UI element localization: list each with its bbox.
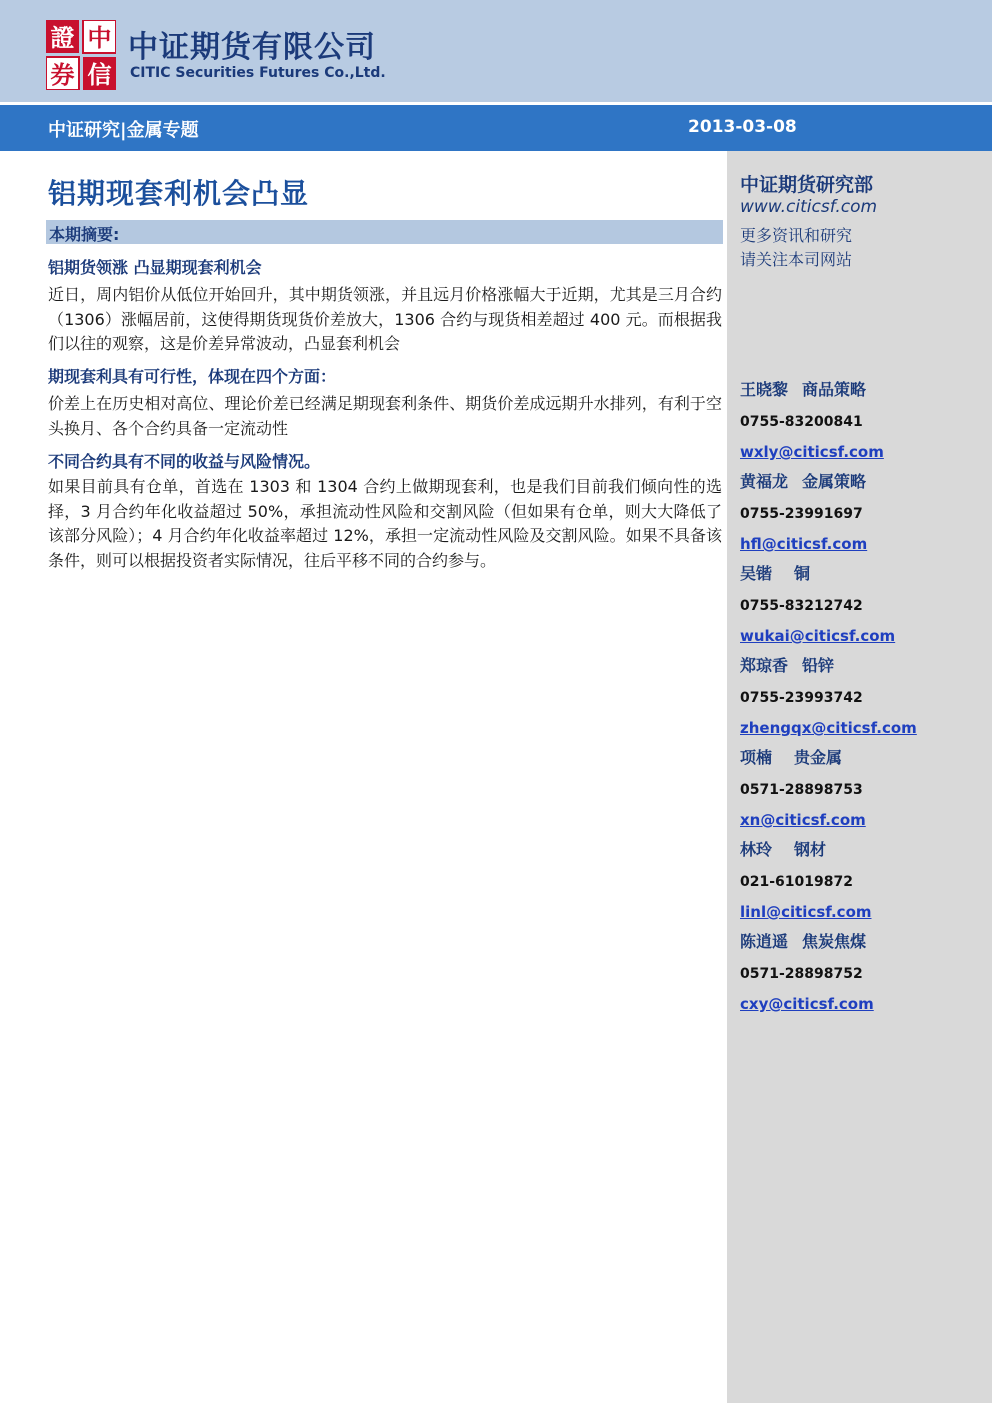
contact-card [740, 653, 980, 745]
analyst-name: 郑琼香 [740, 656, 789, 675]
logo-char-3: 券 [50, 61, 75, 89]
analyst-name: 陈逍遥 [740, 932, 789, 951]
analyst-role: 金属策略 [802, 472, 867, 491]
analyst-phone: 021-61019872 [740, 874, 853, 890]
analyst-name: 项楠 [740, 748, 773, 767]
analyst-phone: 0571-28898753 [740, 782, 863, 798]
analyst-email-link[interactable]: zhengqx@citicsf.com [740, 719, 917, 737]
section-paragraph: 近日，周内铝价从低位开始回升，其中期货领涨，并且远月价格涨幅大于近期，尤其是三月合约（1306）涨幅居前，这使得期货现货价差放大，1306 合约与现货相差超过 400 元。而根据我们以往的观察，这是价差异常波动，凸显套利机会 [48, 285, 722, 353]
contact-card [740, 745, 980, 837]
analyst-role: 铅锌 [802, 656, 835, 675]
section-heading: 铝期货领涨 凸显期现套利机会 [48, 258, 262, 277]
website-link[interactable]: www.citicsf.com [740, 197, 878, 217]
company-name-en: CITIC Securities Futures Co.,Ltd. [130, 65, 386, 81]
analyst-role: 贵金属 [794, 748, 843, 767]
contact-card [740, 469, 980, 561]
citic-logo [46, 20, 116, 90]
summary-banner [46, 220, 723, 244]
section-paragraph: 如果目前具有仓单，首选在 1303 和 1304 合约上做期现套利，也是我们目前我们倾向性的选择，3 月合约年化收益超过 50%，承担流动性风险和交割风险（但如果有仓单，则大大降低了该部分风险）；4 月合约年化收益率超过 12%，承担一定流动性风险及交割风险。如果不具备该条件，则可以根据投资者实际情况，往后平移不同的合约参与。 [48, 477, 722, 570]
analyst-role: 钢材 [794, 840, 827, 859]
section-paragraph: 价差上在历史相对高位、理论价差已经满足期现套利条件、期货价差成远期升水排列，有利于空头换月、各个合约具备一定流动性 [48, 394, 722, 438]
contact-card [740, 377, 980, 469]
report-category: 中证研究|金属专题 [48, 120, 199, 141]
summary-label: 本期摘要: [49, 225, 120, 244]
report-title: 铝期现套利机会凸显 [48, 177, 310, 210]
analyst-name: 黄福龙 [740, 472, 789, 491]
more-info-text: 更多资讯和研究 [740, 226, 853, 245]
follow-text: 请关注本司网站 [740, 250, 853, 269]
research-dept: 中证期货研究部 [740, 174, 874, 196]
analyst-role: 铜 [794, 564, 811, 583]
logo-char-1: 證 [50, 24, 75, 52]
analyst-name: 吴锴 [740, 564, 773, 583]
analyst-email-link[interactable]: xn@citicsf.com [740, 811, 866, 829]
analyst-phone: 0755-83212742 [740, 598, 863, 614]
logo-char-4: 信 [87, 61, 112, 89]
analyst-email-link[interactable]: linl@citicsf.com [740, 903, 872, 921]
report-date: 2013-03-08 [688, 117, 797, 137]
analyst-email-link[interactable]: wukai@citicsf.com [740, 627, 896, 645]
analyst-phone: 0755-23993742 [740, 690, 863, 706]
analyst-email-link[interactable]: hfl@citicsf.com [740, 535, 868, 553]
contact-card [740, 561, 980, 653]
analyst-contacts [740, 377, 980, 1021]
analyst-email-link[interactable]: wxly@citicsf.com [740, 443, 884, 461]
analyst-phone: 0755-23991697 [740, 506, 863, 522]
company-name-cn: 中证期货有限公司 [128, 30, 376, 65]
section-heading: 期现套利具有可行性，体现在四个方面： [48, 367, 337, 386]
analyst-role: 商品策略 [802, 380, 867, 399]
analyst-role: 焦炭焦煤 [802, 932, 867, 951]
logo-char-2: 中 [87, 24, 112, 52]
analyst-name: 林玲 [740, 840, 773, 859]
analyst-phone: 0755-83200841 [740, 414, 863, 430]
analyst-email-link[interactable]: cxy@citicsf.com [740, 995, 874, 1013]
contact-card [740, 837, 980, 929]
analyst-phone: 0571-28898752 [740, 966, 863, 982]
section-heading: 不同合约具有不同的收益与风险情况。 [48, 452, 321, 471]
contact-card [740, 929, 980, 1021]
analyst-name: 王晓黎 [740, 380, 789, 399]
